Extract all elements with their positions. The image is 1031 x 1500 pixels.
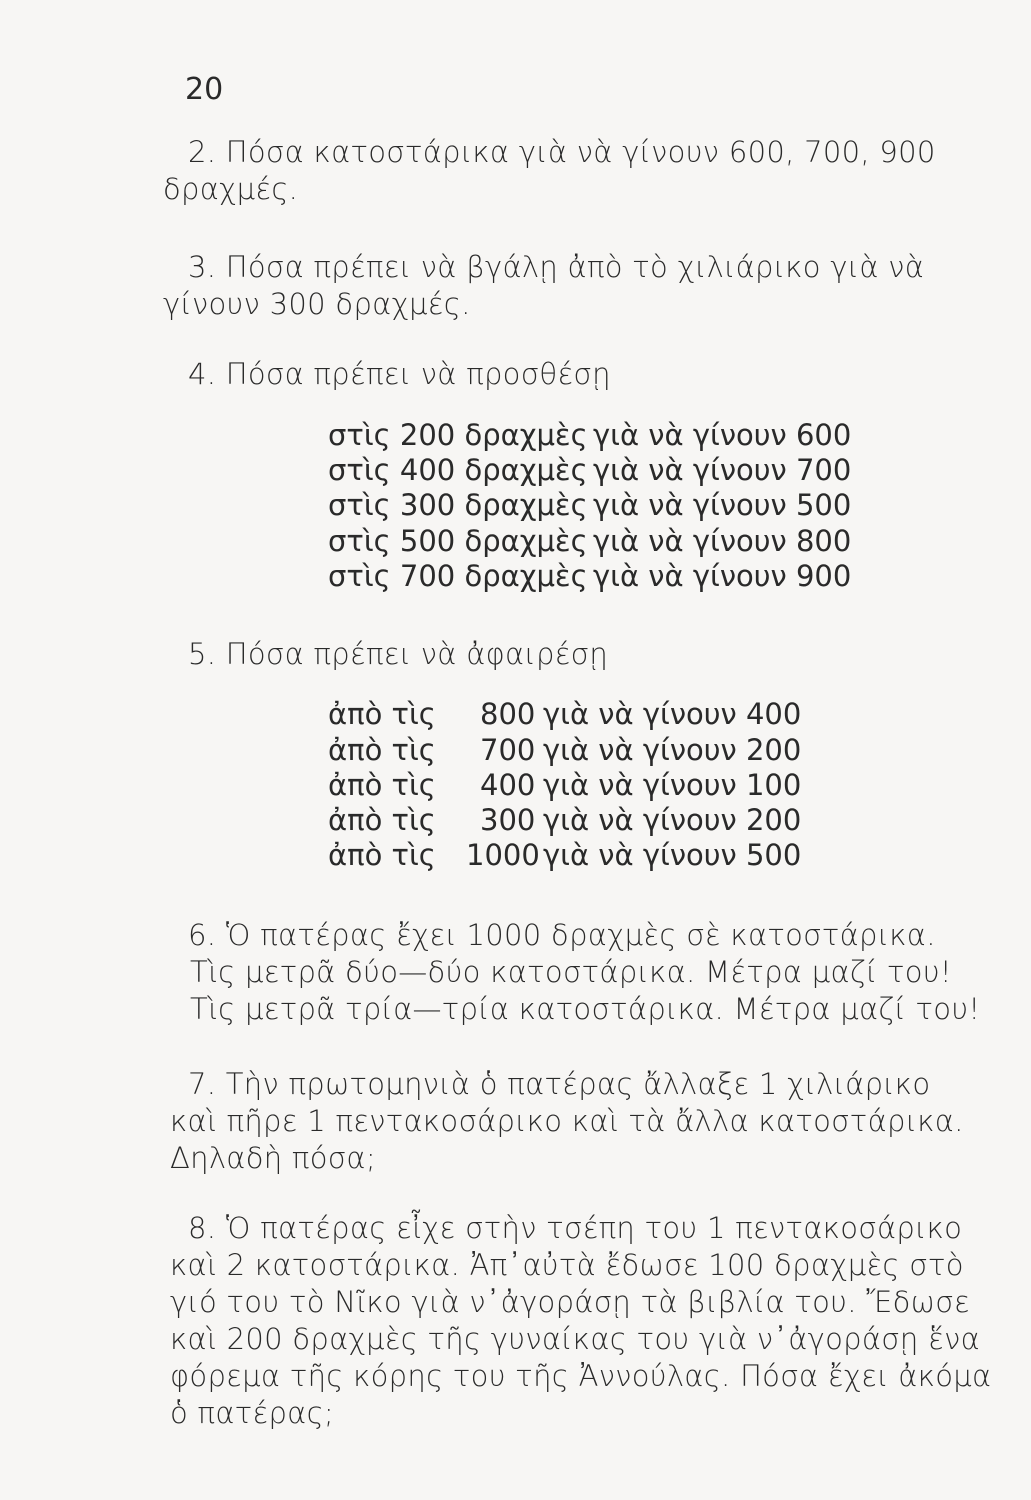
exercise-6-line-1: 6. Ὁ πατέρας ἔχει 1000 δραχμὲς σὲ κατοστάρικα. [188,918,936,952]
row-from: ἀπὸ τὶς [328,768,436,802]
row-number: 800 [480,697,536,731]
exercise-5-intro: 5. Πόσα πρέπει νὰ ἀφαιρέσῃ [188,637,609,671]
exercise-7-line-1: 7. Τὴν πρωτομηνιὰ ὁ πατέρας ἄλλαξε 1 χιλιάρικο [188,1067,931,1101]
exercise-8-line-6: ὁ πατέρας; [170,1396,334,1430]
row-amount: στὶς 200 δραχμὲς [328,418,588,452]
row-amount: στὶς 300 δραχμὲς [328,488,588,522]
exercise-3-line-2: γίνουν 300 δραχμές. [163,287,471,321]
row-target: γιὰ νὰ γίνουν 500 [543,838,802,872]
exercise-8-line-1: 8. Ὁ πατέρας εἶχε στὴν τσέπη του 1 πεντακοσάρικο [188,1211,963,1245]
row-target: γιὰ νὰ γίνουν 800 [593,524,852,558]
row-from: ἀπὸ τὶς [328,697,436,731]
exercise-2-line-1: 2. Πόσα κατοστάρικα γιὰ νὰ γίνουν 600, 700, 900 [188,135,936,169]
page-number: 20 [185,72,224,107]
row-target: γιὰ νὰ γίνουν 500 [593,488,852,522]
row-amount: στὶς 400 δραχμὲς [328,453,588,487]
row-from: ἀπὸ τὶς [328,733,436,767]
exercise-3-line-1: 3. Πόσα πρέπει νὰ βγάλῃ ἀπὸ τὸ χιλιάρικο γιὰ νὰ [188,250,925,284]
exercise-4-intro: 4. Πόσα πρέπει νὰ προσθέσῃ [188,357,611,391]
row-target: γιὰ νὰ γίνουν 400 [543,697,802,731]
exercise-6-line-2: Τὶς μετρᾶ δύο—δύο κατοστάρικα. Μέτρα μαζί του! [190,955,952,989]
row-number: 300 [480,803,536,837]
exercise-2-line-2: δραχμές. [163,172,299,206]
row-from: ἀπὸ τὶς [328,803,436,837]
row-target: γιὰ νὰ γίνουν 900 [593,559,852,593]
exercise-7-line-2: καὶ πῆρε 1 πεντακοσάρικο καὶ τὰ ἄλλα κατοστάρικα. [170,1104,964,1138]
row-target: γιὰ νὰ γίνουν 600 [593,418,852,452]
row-amount: στὶς 500 δραχμὲς [328,524,588,558]
row-from: ἀπὸ τὶς [328,838,436,872]
exercise-8-line-4: καὶ 200 δραχμὲς τῆς γυναίκας του γιὰ ν᾿ἀγοράσῃ ἕνα [170,1322,981,1356]
row-number: 700 [480,733,536,767]
exercise-8-line-2: καὶ 2 κατοστάρικα. Ἀπ᾿αὐτὰ ἔδωσε 100 δραχμὲς στὸ [170,1248,964,1282]
row-target: γιὰ νὰ γίνουν 100 [543,768,802,802]
row-target: γιὰ νὰ γίνουν 200 [543,733,802,767]
row-target: γιὰ νὰ γίνουν 700 [593,453,852,487]
exercise-7-line-3: Δηλαδὴ πόσα; [170,1141,376,1175]
row-target: γιὰ νὰ γίνουν 200 [543,803,802,837]
exercise-8-line-5: φόρεμα τῆς κόρης του τῆς Ἀννούλας. Πόσα ἔχει ἀκόμα [170,1359,992,1393]
exercise-8-line-3: γιό του τὸ Νῖκο γιὰ ν᾿ἀγοράσῃ τὰ βιβλία του. Ἔδωσε [170,1285,970,1319]
row-amount: στὶς 700 δραχμὲς [328,559,588,593]
exercise-6-line-3: Τὶς μετρᾶ τρία—τρία κατοστάρικα. Μέτρα μαζί του! [190,992,981,1026]
row-number: 400 [480,768,536,802]
row-number: 1000 [466,838,540,872]
